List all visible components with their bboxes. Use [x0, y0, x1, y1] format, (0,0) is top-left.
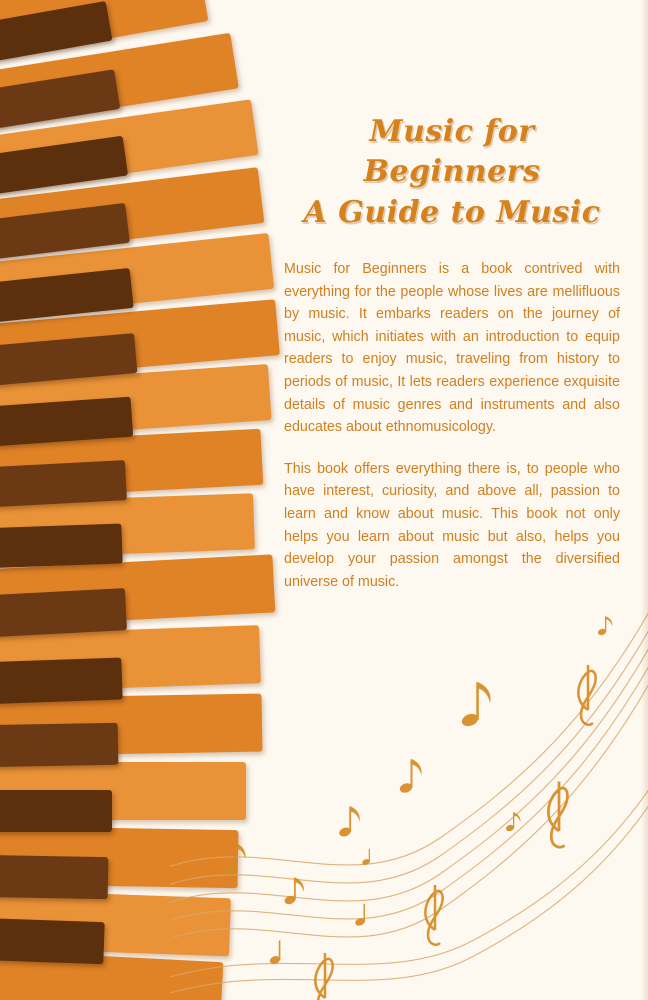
- page-edge-shadow: [641, 0, 648, 1000]
- title-line-secondary: A Guide to Music: [303, 195, 601, 230]
- blurb-paragraph: Music for Beginners is a book contrived with everything for the people whose lives are mellifluous by music. It embarks readers on the journey of music, which initiates with an introduction to equip readers to enjoy music, traveling from history to periods of music, It lets readers experience exquisite details of music genres and instruments and also educates about ethnomusicology.: [284, 261, 620, 436]
- piano-black-key: [0, 723, 118, 767]
- piano-black-key: [0, 460, 127, 508]
- piano-black-key: [0, 523, 123, 568]
- piano-black-key: [0, 855, 108, 899]
- piano-keys-illustration: [0, 0, 300, 1000]
- piano-black-key: [0, 918, 105, 964]
- page-title: [284, 112, 620, 234]
- piano-black-key: [0, 588, 127, 638]
- cover-blurb: [284, 258, 620, 593]
- piano-black-key: [0, 657, 123, 704]
- piano-black-key: [0, 790, 112, 832]
- cover-text-column: [262, 0, 648, 1000]
- blurb-paragraph: This book offers everything there is, to people who have interest, curiosity, and above all, passion to learn and know about music. This book not only helps you learn about music but also, helps you develop your passion amongst the diversified universe of music.: [284, 460, 620, 590]
- title-line-primary: Music for Beginners: [363, 114, 541, 189]
